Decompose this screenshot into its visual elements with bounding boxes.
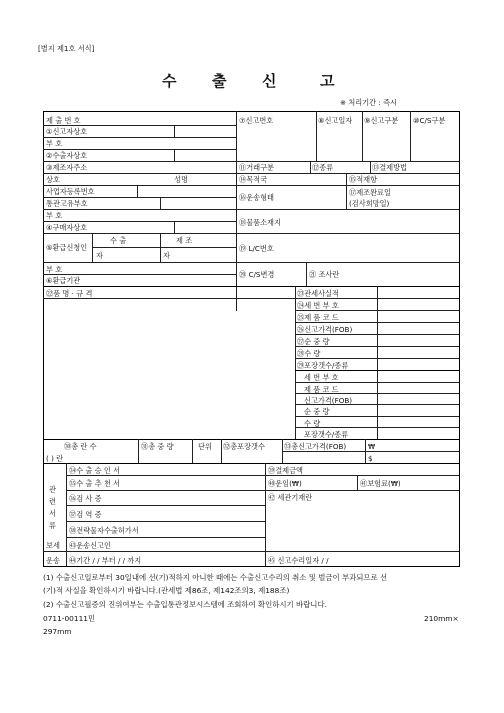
transport-label: 운송	[46, 556, 60, 565]
completion-date-label: ⑰제조완료일	[349, 188, 391, 197]
goods-label2-5: 수 량	[304, 419, 321, 428]
refund-exporter-label-2: 자	[96, 251, 103, 260]
title-char-1: 수	[162, 72, 177, 90]
form-code: 0711-00111민	[43, 614, 96, 623]
export-approval-label: ㉞수 출 승 인 서	[69, 466, 121, 475]
code-label: 부 호	[46, 211, 63, 220]
docs-side-label-2: 련	[49, 497, 56, 506]
customs-note-label: ㊷ 세관기재란	[268, 493, 313, 502]
declaration-type-label: ⑨신고구분	[364, 116, 399, 125]
total-weight-label: ㉛총 중 량	[141, 442, 174, 451]
goods-label-5: ㉗순 중 량	[297, 337, 330, 346]
export-recommendation-label: ㉟수 출 추 천 서	[69, 479, 121, 488]
note-1-continued: (기)적 사실을 확인하시기 바랍니다.(관세법 제86조, 제142조의3, 제188조)	[43, 586, 290, 595]
insurance-label: ㊶보험료(₩)	[360, 479, 401, 488]
declarant-name-label: ①신고자상호	[46, 127, 88, 136]
total-items-label: ㉚총 란 수	[64, 442, 97, 451]
investigation-label: ㉑ 조사란	[309, 270, 340, 279]
declaration-number-label: ⑦신고번호	[239, 116, 274, 125]
destination-label: ⑭목적국	[239, 175, 268, 184]
goods-label2-2: 제 품 코 드	[304, 385, 339, 394]
manufacturer-address-label: ③제조자주소	[46, 163, 88, 172]
total-packages-label: ㉜총포장갯수	[223, 442, 265, 451]
refund-exporter-label: 수 출	[110, 236, 127, 245]
declaration-date-label: ⑧신고일자	[318, 116, 353, 125]
goods-label-2: ㉔세 번 부 호	[297, 301, 339, 310]
form-label: [별지 제1호 서식]	[38, 44, 95, 53]
settlement-amount-label: ㊴결제금액	[268, 466, 303, 475]
title-char-3: 신	[262, 72, 277, 90]
kind-label: ⑫종류	[312, 163, 334, 172]
cs-change-label: ⑳ C/S변경	[239, 270, 275, 279]
freight-label: ㊵운임(₩)	[268, 479, 302, 488]
goods-label2-1: 세 번 부 호	[304, 373, 339, 382]
refund-applicant-label: ⑤환급신청인	[46, 243, 88, 252]
business-number-label: 사업자등록번호	[46, 187, 95, 196]
receipt-number-label: 제 출 번 호	[46, 116, 81, 125]
transaction-type-label: ⑪거래구분	[239, 163, 274, 172]
strategic-goods-permit-label: ㊳전략물자수출허가서	[69, 526, 139, 535]
goods-label-1: ㉓관세사실적	[297, 289, 339, 298]
dollar-sign: $	[368, 454, 373, 463]
bonded-carrier-label: ㊸운송신고인	[69, 541, 111, 550]
bonded-period-label: ㊹기간 / / 부터 / / 까지	[69, 556, 142, 565]
docs-side-label-4: 류	[49, 521, 56, 530]
goods-name-spec-label: ㉒품 명 · 규 격	[46, 289, 93, 298]
goods-label-7: ㉙포장갯수/종류	[297, 361, 349, 370]
paper-size-2: 297mm	[43, 627, 72, 636]
docs-side-label-3: 서	[49, 509, 56, 518]
inspection-date-label: (검사희망일)	[349, 199, 390, 208]
goods-label-3: ㉕제 품 코 드	[297, 313, 339, 322]
manufacturer-name-label: 상호	[46, 175, 60, 184]
goods-label2-3: 신고가격(FOB)	[304, 396, 353, 405]
goods-label-4: ㉖신고가격(FOB)	[297, 325, 353, 334]
docs-side-label-1: 관	[49, 485, 56, 494]
customs-code-label: 통관고유부호	[46, 199, 88, 208]
refund-maker-label-2: 자	[163, 251, 170, 260]
declarant-code-label: 부 호	[46, 139, 63, 148]
lc-number-label: ⑲ L/C번호	[239, 244, 274, 253]
bonded-label: 보세	[46, 541, 60, 550]
refund-code-label: 부 호	[46, 265, 63, 274]
goods-location-label: ⑱물품소재지	[239, 218, 281, 227]
goods-label2-4: 순 중 량	[304, 407, 330, 416]
paper-size: 210mm×	[424, 614, 459, 623]
goods-label-6: ㉘수 량	[297, 349, 321, 358]
refund-maker-label: 제 조	[176, 236, 193, 245]
acceptance-date-label: ㊺ 신고수리일자 / /	[268, 556, 329, 565]
cs-type-label: ⑩C/S구분	[413, 116, 446, 125]
note-2: (2) 수출신고필증의 진위여부는 수출입통관정보시스템에 조회하여 확인하시기 바랍니다.	[43, 600, 327, 609]
total-fob-label: ㉝총신고가격(FOB)	[284, 442, 347, 451]
total-items-count: ( ) 란	[46, 454, 64, 463]
refund-agency-label: ⑥환급기관	[46, 276, 81, 285]
exporter-name-label: ②수출자상호	[46, 151, 88, 160]
title-char-2: 출	[212, 72, 227, 90]
won-sign: ₩	[368, 442, 376, 451]
payment-method-label: ⑬결제방법	[372, 163, 407, 172]
goods-label2-6: 포장갯수/종류	[304, 430, 349, 439]
inspection-certificate-label: ㊱검 사 증	[69, 494, 102, 503]
quarantine-certificate-label: ㊲검 역 증	[69, 510, 102, 519]
representative-label: 성명	[174, 175, 188, 184]
title-char-4: 고	[320, 72, 335, 90]
processing-period: ※ 처리기간 : 즉시	[340, 98, 397, 107]
note-1: (1) 수출신고일로부터 30일내에 선(기)적하지 아니한 때에는 수출신고수리의 취소 및 벌금이 부과되므로 선	[43, 573, 388, 582]
transport-mode-label: ⑯운송형태	[239, 193, 274, 202]
loading-port-label: ⑮적재항	[349, 175, 378, 184]
unit-label: 단위	[198, 442, 212, 451]
buyer-name-label: ④구매자상호	[46, 223, 88, 232]
